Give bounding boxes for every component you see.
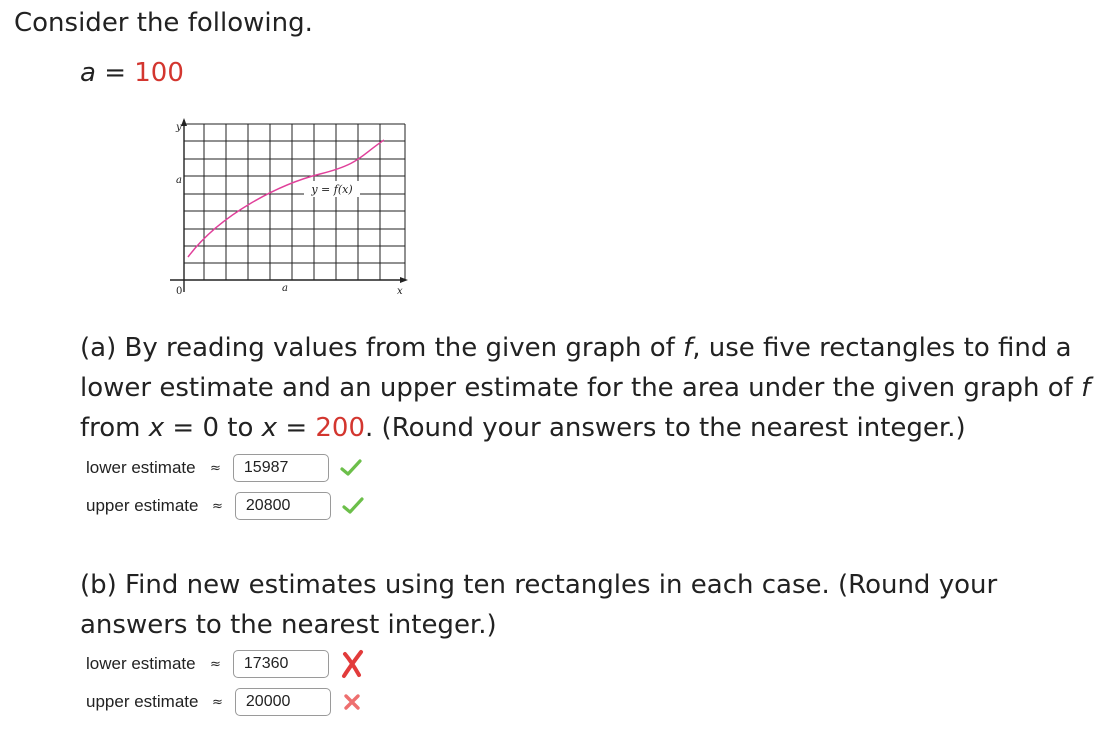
function-graph <box>160 112 420 302</box>
lower-estimate-label: lower estimate <box>86 654 196 673</box>
part-b-question: (b) Find new estimates using ten rectangles in each case. (Round your answers to the nearest integer.) <box>80 570 998 640</box>
upper-estimate-label: upper estimate <box>86 496 199 515</box>
y-tick-label: a <box>176 175 182 186</box>
part-a-text-4: = 0 to <box>164 413 262 443</box>
cross-icon <box>341 691 363 713</box>
part-a-f-1: f <box>683 333 693 363</box>
part-a-text-5: = <box>277 413 316 443</box>
given-value <box>80 58 184 88</box>
function-curve <box>188 140 384 257</box>
given-equals: = <box>95 58 135 88</box>
cross-icon <box>339 649 367 679</box>
y-axis-arrow <box>181 118 187 126</box>
part-a-lower-input[interactable] <box>233 454 329 482</box>
part-a-text-3: from <box>80 413 149 443</box>
y-axis-label: y <box>176 122 182 133</box>
x-tick-label: a <box>282 283 288 294</box>
part-a-question <box>80 328 1105 448</box>
approx-symbol: ≈ <box>212 498 223 514</box>
given-variable: a <box>80 58 96 88</box>
intro-text: Consider the following. <box>14 8 313 38</box>
curve-label: y = f(x) <box>311 183 353 196</box>
part-a-text-2: , use five rectangles to find a lower estimate and an upper estimate for the area under the given graph of <box>80 333 1082 403</box>
part-b-lower-input[interactable] <box>233 650 329 678</box>
part-a-x-2: x <box>261 413 278 443</box>
graph-grid <box>184 124 405 280</box>
x-axis-label: x <box>397 286 403 297</box>
check-icon <box>341 496 365 516</box>
part-a-x-1: x <box>148 413 165 443</box>
part-b-lower-row <box>86 648 367 680</box>
part-a-upper-input[interactable] <box>235 492 331 520</box>
approx-symbol: ≈ <box>210 656 221 672</box>
x-axis-arrow <box>400 277 408 283</box>
approx-symbol: ≈ <box>212 694 223 710</box>
graph-axes <box>170 120 404 292</box>
given-number: 100 <box>134 58 184 88</box>
part-b-upper-input[interactable] <box>235 688 331 716</box>
part-a-lower-row <box>86 452 363 484</box>
check-icon <box>339 458 363 478</box>
origin-label: 0 <box>176 286 183 297</box>
part-a-upper-row <box>86 490 365 522</box>
part-a-text-1: (a) By reading values from the given graph of <box>80 333 684 363</box>
lower-estimate-label: lower estimate <box>86 458 196 477</box>
upper-estimate-label: upper estimate <box>86 692 199 711</box>
approx-symbol: ≈ <box>210 460 221 476</box>
part-a-bound: 200 <box>315 413 366 443</box>
part-b-upper-row <box>86 686 363 718</box>
part-a-f-2: f <box>1081 373 1091 403</box>
part-a-text-6: . (Round your answers to the nearest integer.) <box>365 413 966 443</box>
